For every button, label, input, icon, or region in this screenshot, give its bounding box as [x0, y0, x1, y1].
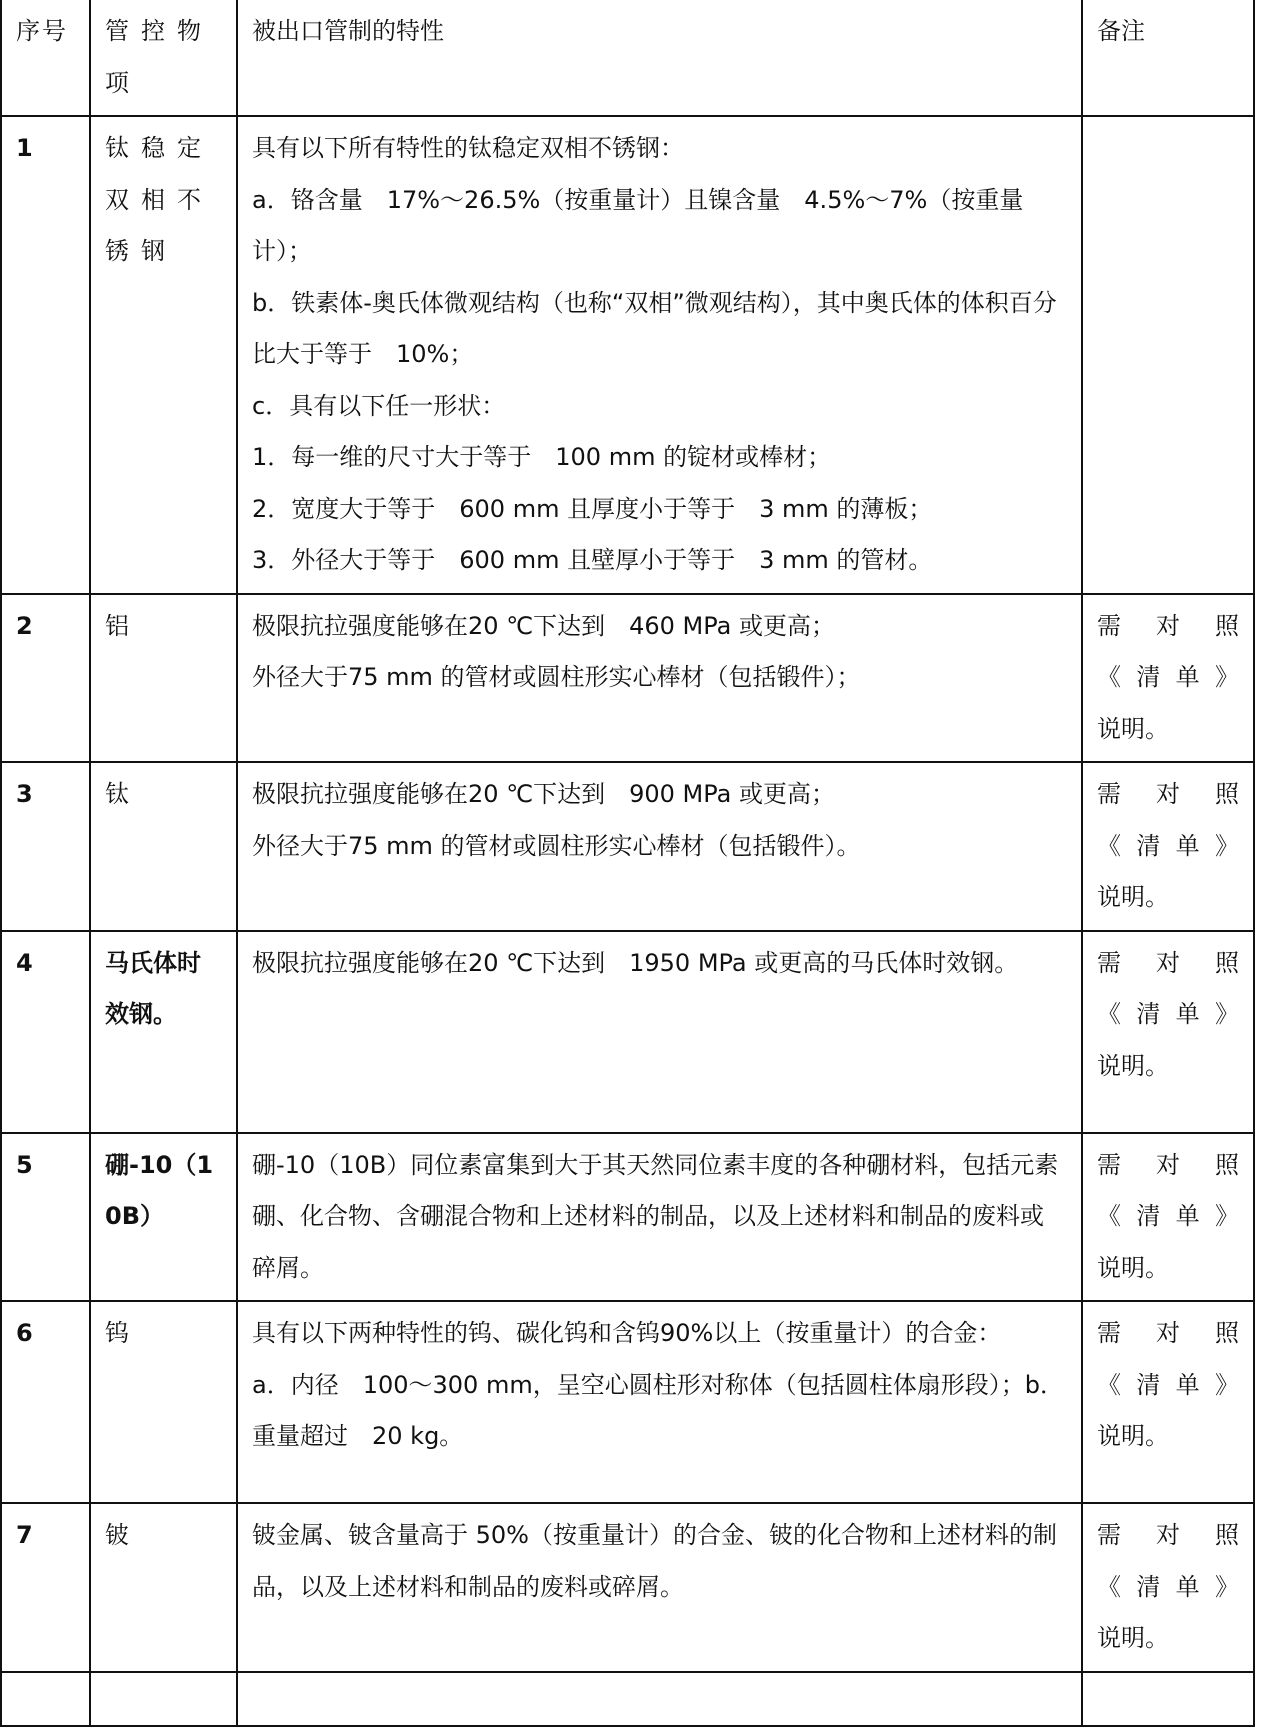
row-item: 钨 — [90, 1301, 237, 1503]
desc-line: 1．每一维的尺寸大于等于 100 mm 的锭材或棒材； — [252, 443, 832, 471]
row-note — [1082, 116, 1254, 594]
table-row-partial — [1, 1672, 1254, 1726]
header-seq: 序号 — [1, 0, 90, 116]
row-item: 钛 — [90, 762, 237, 931]
note-line: 需 对 照 — [1097, 948, 1239, 977]
desc-line: 硼-10（10B）同位素富集到大于其天然同位素丰度的各种硼材料，包括元素硼、化合物、含硼混合物和上述材料的制品，以及上述材料和制品的废料或碎屑。 — [252, 1150, 1059, 1282]
note-line: 需 对 照 — [1097, 780, 1239, 808]
row-item: 铍 — [90, 1503, 237, 1672]
note-line: 说明。 — [1097, 1422, 1169, 1450]
note-line: 《 清 单 》 — [1097, 1572, 1239, 1601]
desc-line: a．内径 100～300 mm，呈空心圆柱形对称体（包括圆柱体扇形段）；b．重量超过 20 kg。 — [252, 1370, 1064, 1450]
row-seq: 2 — [1, 594, 90, 763]
note-line: 需 对 照 — [1097, 1521, 1239, 1549]
row-note — [1082, 1301, 1254, 1503]
note-line: 《 清 单 》 — [1097, 1370, 1239, 1399]
desc-line: 极限抗拉强度能够在20 ℃下达到 1950 MPa 或更高的马氏体时效钢。 — [252, 948, 1019, 977]
row-note — [1082, 1133, 1254, 1302]
table-row — [1, 1301, 1254, 1503]
note-line: 说明。 — [1097, 1253, 1169, 1282]
note-line: 需 对 照 — [1097, 1319, 1239, 1347]
note-line: 需 对 照 — [1097, 611, 1239, 640]
note-line: 《 清 单 》 — [1097, 831, 1239, 860]
desc-line: 外径大于75 mm 的管材或圆柱形实心棒材（包括锻件）； — [252, 663, 861, 691]
desc-line: 具有以下所有特性的钛稳定双相不锈钢： — [252, 134, 684, 162]
row-item: 钛稳定双相不锈钢 — [90, 116, 237, 594]
desc-line: 铍金属、铍含量高于 50%（按重量计）的合金、铍的化合物和上述材料的制品，以及上述材料和制品的废料或碎屑。 — [252, 1521, 1057, 1601]
table-row — [1, 1133, 1254, 1302]
note-line: 《 清 单 》 — [1097, 1202, 1239, 1230]
table-row — [1, 116, 1254, 594]
note-line: 需 对 照 — [1097, 1150, 1239, 1179]
row-note — [1082, 762, 1254, 931]
row-desc — [237, 1133, 1082, 1302]
row-desc — [237, 1301, 1082, 1503]
table-row — [1, 594, 1254, 763]
desc-line: 极限抗拉强度能够在20 ℃下达到 900 MPa 或更高； — [252, 780, 835, 808]
table-row — [1, 931, 1254, 1133]
desc-line: 具有以下两种特性的钨、碳化钨和含钨90%以上（按重量计）的合金： — [252, 1319, 1002, 1347]
row-desc — [237, 116, 1082, 594]
desc-line: c．具有以下任一形状： — [252, 391, 506, 420]
note-line: 《 清 单 》 — [1097, 663, 1239, 691]
row-desc — [237, 931, 1082, 1133]
row-item: 硼-10（10B） — [90, 1133, 237, 1302]
row-seq: 4 — [1, 931, 90, 1133]
row-desc — [237, 762, 1082, 931]
desc-line: 2．宽度大于等于 600 mm 且厚度小于等于 3 mm 的薄板； — [252, 494, 933, 523]
row-desc — [237, 594, 1082, 763]
desc-line: 3．外径大于等于 600 mm 且壁厚小于等于 3 mm 的管材。 — [252, 546, 933, 574]
table-row — [1, 762, 1254, 931]
row-seq: 6 — [1, 1301, 90, 1503]
row-note — [1082, 1503, 1254, 1672]
note-line: 说明。 — [1097, 714, 1169, 743]
row-note — [1082, 931, 1254, 1133]
desc-line: a．铬含量 17%～26.5%（按重量计）且镍含量 4.5%～7%（按重量计）； — [252, 185, 1024, 265]
row-seq: 7 — [1, 1503, 90, 1672]
header-note: 备注 — [1082, 0, 1254, 116]
header-desc: 被出口管制的特性 — [237, 0, 1082, 116]
desc-line: 极限抗拉强度能够在20 ℃下达到 460 MPa 或更高； — [252, 611, 835, 640]
note-line: 《 清 单 》 — [1097, 1000, 1239, 1028]
table-row — [1, 1503, 1254, 1672]
header-item: 管控物项 — [90, 0, 237, 116]
row-note — [1082, 594, 1254, 763]
row-seq: 1 — [1, 116, 90, 594]
row-seq: 3 — [1, 762, 90, 931]
note-line: 说明。 — [1097, 1051, 1169, 1080]
desc-line: b．铁素体-奥氏体微观结构（也称“双相”微观结构），其中奥氏体的体积百分比大于等于 10%； — [252, 288, 1057, 368]
row-item: 铝 — [90, 594, 237, 763]
table-header-row — [1, 0, 1254, 116]
row-item: 马氏体时效钢。 — [90, 931, 237, 1133]
row-desc — [237, 1503, 1082, 1672]
row-seq: 5 — [1, 1133, 90, 1302]
desc-line: 外径大于75 mm 的管材或圆柱形实心棒材（包括锻件）。 — [252, 831, 861, 860]
note-line: 说明。 — [1097, 1624, 1169, 1652]
note-line: 说明。 — [1097, 883, 1169, 911]
